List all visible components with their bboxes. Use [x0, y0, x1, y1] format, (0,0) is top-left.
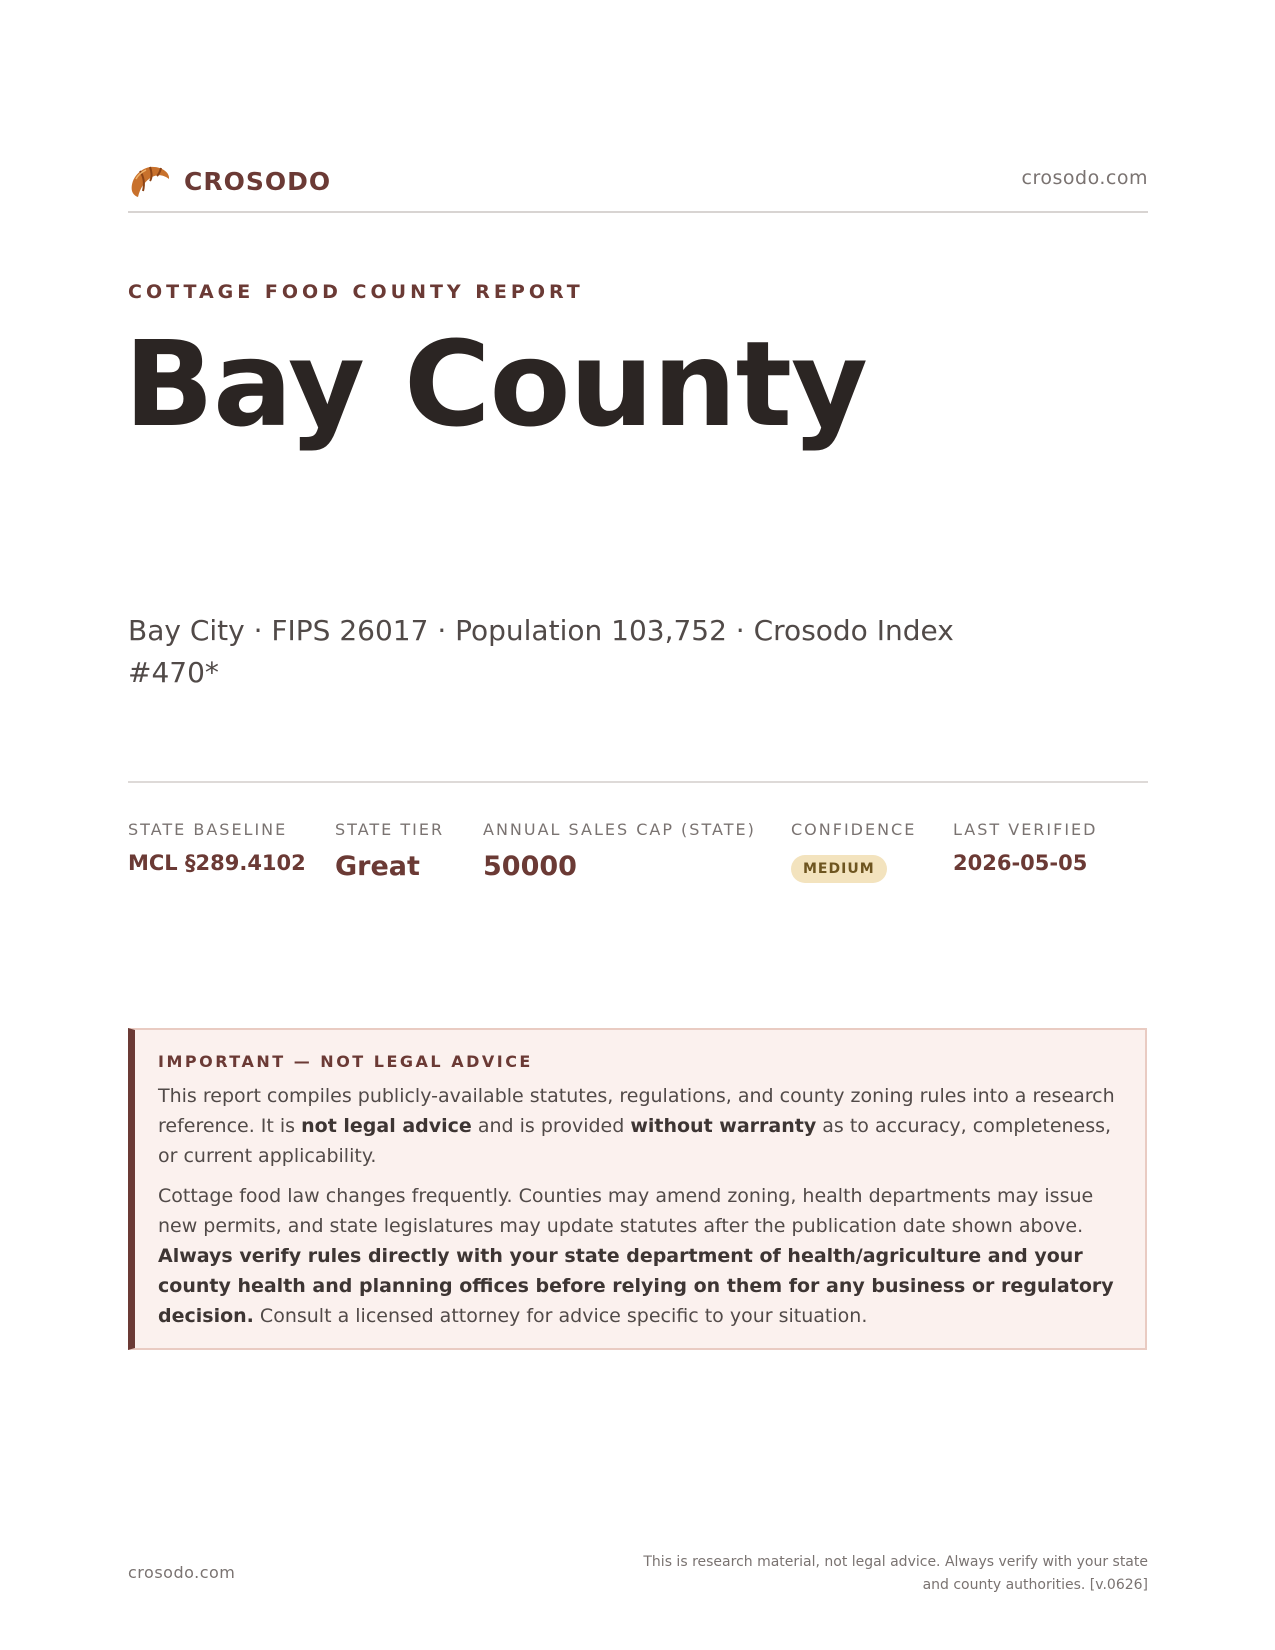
- stats-divider: [128, 781, 1148, 783]
- report-page: [124, 0, 1148, 1650]
- stat-label: STATE BASELINE: [128, 820, 288, 839]
- brand-name: CROSODO: [184, 166, 332, 196]
- stat-state-baseline: [128, 820, 306, 875]
- stat-confidence: [791, 820, 916, 883]
- notice-paragraph-2: [158, 1181, 1123, 1331]
- footer-url[interactable]: crosodo.com: [128, 1563, 236, 1582]
- footer-disclaimer: This is research material, not legal advice. Always verify with your state and county authorities. [v.0626]: [643, 1554, 1148, 1593]
- notice-bold: not legal advice: [301, 1115, 472, 1137]
- stat-label: STATE TIER: [335, 820, 445, 839]
- header-url[interactable]: crosodo.com: [1021, 167, 1148, 189]
- stat-value: 2026-05-05: [953, 851, 1088, 875]
- stat-value: MCL §289.4102: [128, 851, 306, 875]
- report-kicker: COTTAGE FOOD COUNTY REPORT: [128, 281, 584, 303]
- notice-text: This report compiles publicly-available statutes, regulations, and county zoning rules into a research reference. It is: [158, 1085, 1115, 1137]
- stat-label: ANNUAL SALES CAP (STATE): [483, 820, 756, 839]
- page-title: Bay County: [124, 315, 867, 453]
- stat-label: CONFIDENCE: [791, 820, 917, 839]
- stat-label: LAST VERIFIED: [953, 820, 1098, 839]
- notice-text: Consult a licensed attorney for advice specific to your situation.: [253, 1305, 868, 1327]
- croissant-icon: [128, 161, 172, 201]
- county-subline: Bay City · FIPS 26017 · Population 103,752 · Crosodo Index #470*: [128, 614, 954, 689]
- notice-text: as to accuracy, completeness, or current applicability.: [158, 1115, 1112, 1167]
- stat-annual-sales-cap: [483, 820, 756, 882]
- stat-value: Great: [335, 851, 420, 882]
- notice-bold: Always verify rules directly with your state department of health/agriculture and your county health and planning offices before relying on them for any business or regulatory decision.: [158, 1245, 1114, 1327]
- notice-bold: without warranty: [630, 1115, 817, 1137]
- notice-text: Cottage food law changes frequently. Counties may amend zoning, health departments may issue new permits, and state legislatures may update statutes after the publication date shown above.: [158, 1185, 1094, 1237]
- confidence-badge: MEDIUM: [791, 855, 887, 883]
- notice-paragraph-1: [158, 1081, 1123, 1171]
- legal-notice: [128, 1028, 1147, 1350]
- stat-state-tier: [335, 820, 444, 882]
- notice-title: IMPORTANT — NOT LEGAL ADVICE: [158, 1052, 533, 1071]
- stat-last-verified: [953, 820, 1097, 875]
- brand: [128, 161, 331, 201]
- stat-value: 50000: [483, 851, 577, 882]
- notice-text: and is provided: [471, 1115, 631, 1137]
- page-header: [128, 155, 1148, 213]
